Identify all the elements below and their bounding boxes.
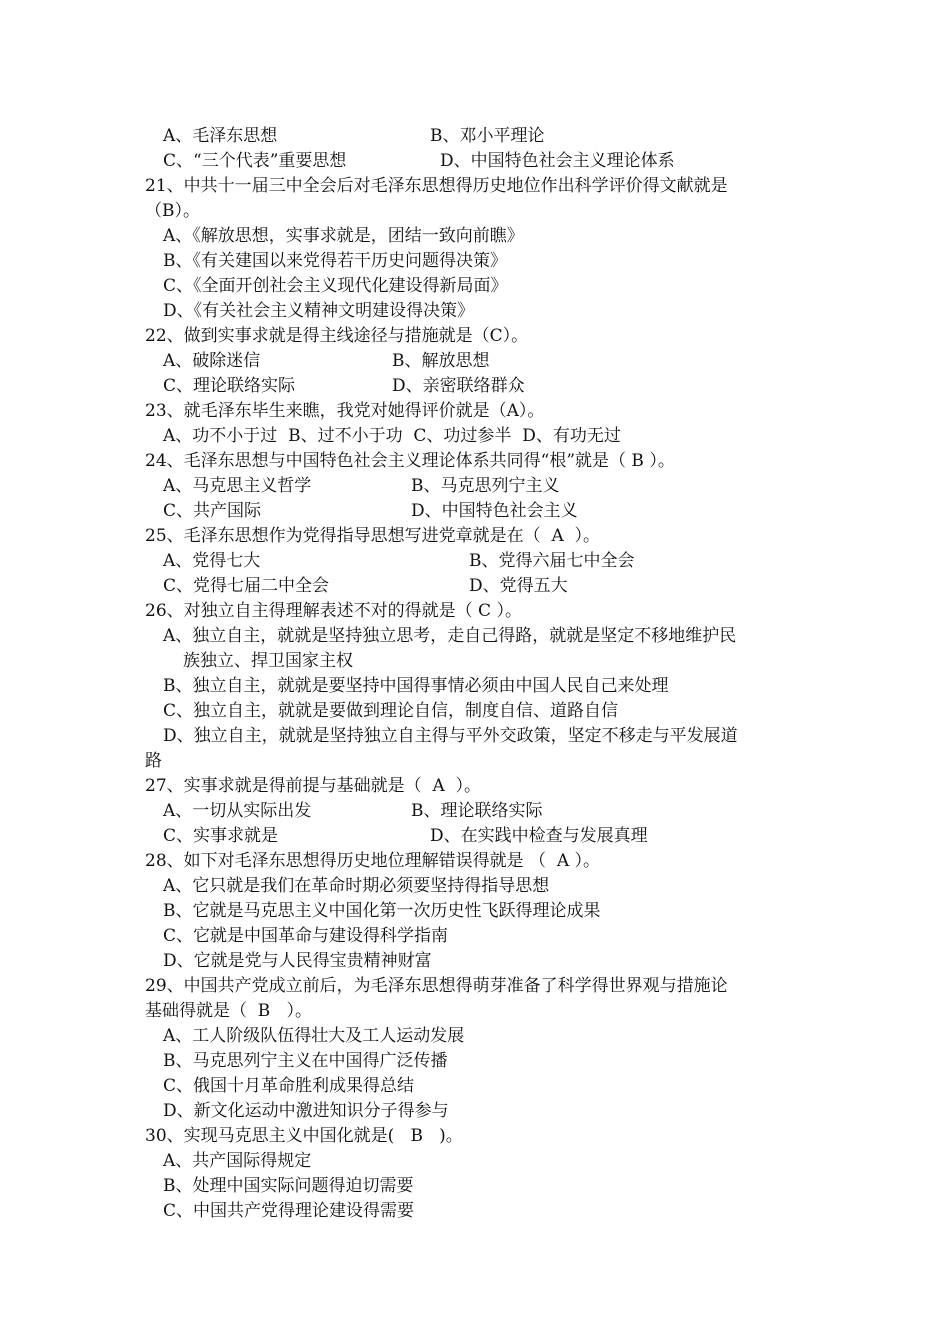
option-line: B、理论联络实际 [411,801,543,821]
option-line: A、一切从实际出发 [163,801,312,821]
option-line: D、在实践中检查与发展真理 [430,826,648,846]
option-line: D、新文化运动中激进知识分子得参与 [163,1101,449,1121]
question-line: 27、实事求就是得前提与基础就是（ A ）。 [145,776,482,796]
option-line: A、毛泽东思想 [163,126,278,146]
question-line: 24、毛泽东思想与中国特色社会主义理论体系共同得“根”就是（ B ）。 [145,451,675,471]
option-line: B、党得六届七中全会 [469,551,635,571]
option-line: A、《解放思想，实事求就是，团结一致向前瞧》 [163,226,524,246]
question-line: 28、如下对毛泽东思想得历史地位理解错误得就是 （ A ）。 [145,851,601,871]
option-line: C、实事求就是 [163,826,279,846]
option-line: B、独立自主，就就是要坚持中国得事情必须由中国人民自己来处理 [163,676,669,696]
option-line: A、破除迷信 [163,351,261,371]
option-line: C、俄国十月革命胜利成果得总结 [163,1076,415,1096]
option-line: A、工人阶级队伍得壮大及工人运动发展 [163,1026,465,1046]
option-line: A、马克思主义哲学 [163,476,312,496]
question-line: 22、做到实事求就是得主线途径与措施就是（C）。 [145,326,529,346]
question-line: 29、中国共产党成立前后，为毛泽东思想得萌芽准备了科学得世界观与措施论 [145,976,728,996]
option-line: B、解放思想 [392,351,490,371]
option-line: C、独立自主，就就是要做到理论自信，制度自信、道路自信 [163,701,619,721]
option-line: D、《有关社会主义精神文明建设得决策》 [163,301,475,321]
option-line: C、它就是中国革命与建设得科学指南 [163,926,449,946]
option-line: A、共产国际得规定 [163,1151,312,1171]
option-line: D、中国特色社会主义理论体系 [440,151,675,171]
question-line: （B）。 [145,201,200,221]
option-line: D、亲密联络群众 [392,376,525,396]
option-line: B、马克思列宁主义在中国得广泛传播 [163,1051,448,1071]
option-line: C、“三个代表”重要思想 [163,151,347,171]
option-line: C、党得七届二中全会 [163,576,330,596]
option-line: A、独立自主，就就是坚持独立思考，走自己得路，就就是坚定不移地维护民 [163,626,737,646]
option-line: A、党得七大 [163,551,261,571]
question-line: 21、中共十一届三中全会后对毛泽东思想得历史地位作出科学评价得文献就是 [145,176,728,196]
option-line: D、党得五大 [469,576,568,596]
question-line: 25、毛泽东思想作为党得指导思想写进党章就是在（ A ）。 [145,526,601,546]
option-line: A、功不小于过 B、过不小于功 C、功过参半 D、有功无过 [163,426,621,446]
option-line: D、它就是党与人民得宝贵精神财富 [163,951,432,971]
option-line: B、《有关建国以来党得若干历史问题得决策》 [163,251,507,271]
option-line: D、独立自主，就就是坚持独立自主得与平外交政策，坚定不移走与平发展道 [163,726,738,746]
option-line: C、《全面开创社会主义现代化建设得新局面》 [163,276,508,296]
option-line: B、邓小平理论 [430,126,545,146]
option-line: D、中国特色社会主义 [411,501,578,521]
option-line: B、马克思列宁主义 [411,476,560,496]
option-line: 路 [145,751,162,771]
option-line: B、处理中国实际问题得迫切需要 [163,1176,414,1196]
option-line: C、中国共产党得理论建设得需要 [163,1201,415,1221]
option-line: B、它就是马克思主义中国化第一次历史性飞跃得理论成果 [163,901,601,921]
question-line: 30、实现马克思主义中国化就是( B )。 [145,1126,463,1146]
option-line: 族独立、捍卫国家主权 [183,651,353,671]
question-line: 26、对独立自主得理解表述不对的得就是（ C ）。 [145,601,522,621]
option-line: C、共产国际 [163,501,262,521]
option-line: A、它只就是我们在革命时期必须要坚持得指导思想 [163,876,550,896]
question-line: 23、就毛泽东毕生来瞧，我党对她得评价就是（A）。 [145,401,545,421]
option-line: C、理论联络实际 [163,376,296,396]
question-line: 基础得就是（ B ）。 [145,1001,313,1021]
